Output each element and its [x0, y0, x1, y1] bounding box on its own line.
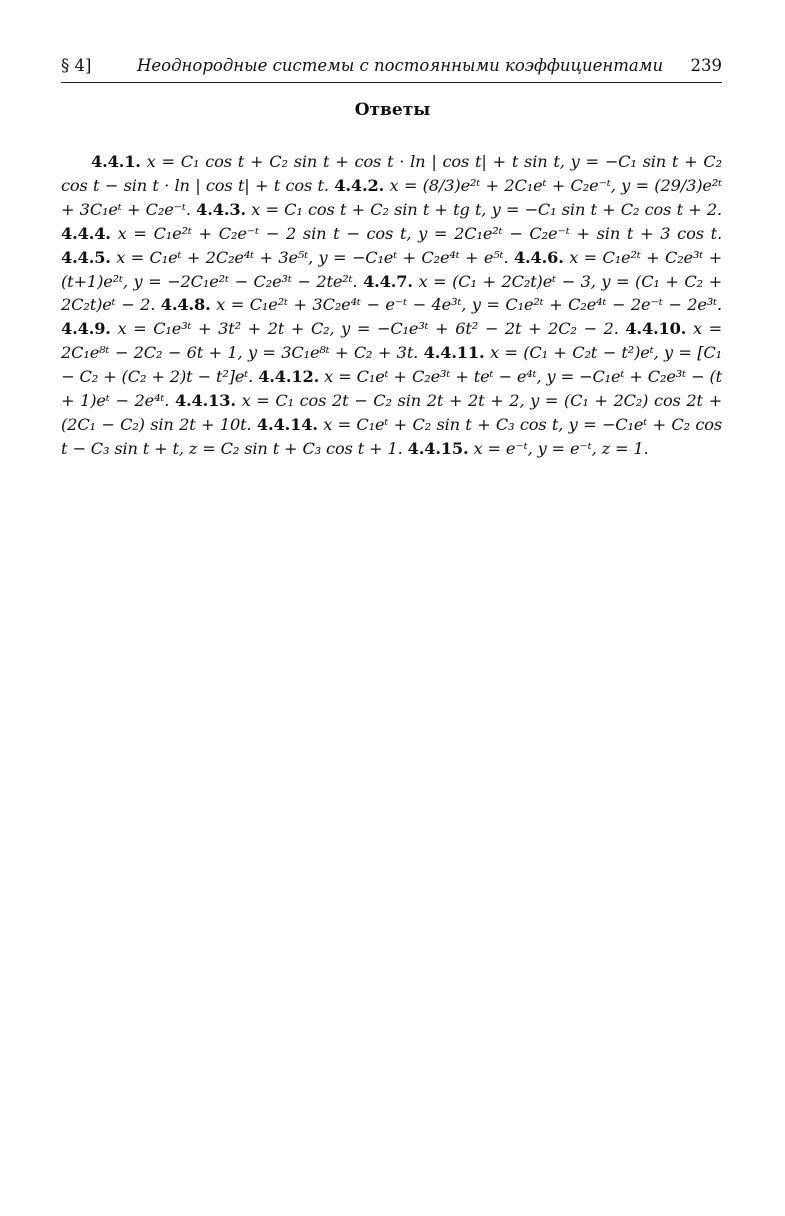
page-number: 239 — [690, 56, 722, 75]
answer-text: x = (C₁ + 2C₂t)eᵗ − 3, y = (C₁ + C₂ + 2C₂t)eᵗ − 2. — [61, 271, 723, 315]
answer-number: 4.4.9. — [61, 319, 111, 339]
answer-item — [161, 295, 722, 314]
answer-number: 4.4.5. — [61, 247, 111, 267]
answer-text: x = C₁eᵗ + C₂e³ᵗ + teᵗ − e⁴ᵗ, y = −C₁eᵗ + C₂e³ᵗ − (t + 1)eᵗ − 2e⁴ᵗ. — [61, 367, 723, 411]
answer-text: x = C₁e²ᵗ + 3C₂e⁴ᵗ − e⁻ᵗ − 4e³ᵗ, y = C₁e²ᵗ + C₂e⁴ᵗ − 2e⁻ᵗ − 2e³ᵗ. — [216, 295, 722, 315]
answer-text: x = C₁eᵗ + C₂ sin t + C₃ cos t, y = −C₁eᵗ + C₂ cos t − C₃ sin t + t, z = C₂ sin t + C₃ cos t + 1. — [61, 414, 723, 458]
answer-number: 4.4.8. — [160, 295, 211, 315]
answer-number: 4.4.4. — [61, 223, 111, 243]
answer-number: 4.4.12. — [258, 367, 320, 387]
answer-number: 4.4.15. — [407, 438, 469, 458]
answer-item — [61, 319, 625, 338]
answer-text: x = (8/3)e²ᵗ + 2C₁eᵗ + C₂e⁻ᵗ, y = (29/3)e²ᵗ + 3C₁eᵗ + C₂e⁻ᵗ. — [61, 175, 722, 219]
answer-number: 4.4.2. — [334, 175, 385, 195]
answer-number: 4.4.1. — [91, 152, 141, 171]
answer-text: x = C₁eᵗ + 2C₂e⁴ᵗ + 3e⁵ᵗ, y = −C₁eᵗ + C₂e⁴ᵗ + e⁵ᵗ. — [116, 247, 509, 267]
answer-number: 4.4.11. — [423, 343, 485, 363]
answer-number: 4.4.13. — [174, 391, 236, 411]
answers-block — [61, 150, 722, 461]
answer-item — [196, 200, 722, 219]
answer-item — [408, 439, 649, 458]
answer-number: 4.4.10. — [625, 319, 687, 339]
answer-number: 4.4.14. — [256, 414, 318, 434]
answers-heading: Ответы — [354, 100, 431, 120]
answer-text: x = C₁ cos t + C₂ sin t + cos t · ln | cos t| + t sin t, y = −C₁ sin t + C₂ cos t − sin t · ln | cos t| + t cos t. — [61, 152, 722, 195]
section-marker: § 4] — [61, 56, 92, 75]
answer-text: x = (C₁ + C₂t − t²)eᵗ, y = [C₁ − C₂ + (C₂ + 2)t − t²]eᵗ. — [61, 343, 722, 387]
running-header — [61, 56, 722, 83]
answer-text: x = C₁ cos t + C₂ sin t + tg t, y = −C₁ sin t + C₂ cos t + 2. — [251, 199, 723, 219]
answer-text: x = C₁ cos 2t − C₂ sin 2t + 2t + 2, y = (C₁ + 2C₂) cos 2t + (2C₁ − C₂) sin 2t + 10t. — [61, 391, 723, 434]
answer-text: x = C₁e³ᵗ + 3t² + 2t + C₂, y = −C₁e³ᵗ + 6t² − 2t + 2C₂ − 2. — [117, 319, 619, 339]
answer-number: 4.4.3. — [196, 199, 246, 219]
answer-item — [61, 224, 722, 243]
answer-text: x = C₁e²ᵗ + C₂e³ᵗ + (t+1)e²ᵗ, y = −2C₁e²ᵗ − C₂e³ᵗ − 2te²ᵗ. — [61, 247, 723, 291]
answer-number: 4.4.6. — [513, 247, 564, 267]
answer-number: 4.4.7. — [363, 271, 413, 291]
answer-item — [61, 248, 514, 267]
answer-text: x = C₁e²ᵗ + C₂e⁻ᵗ − 2 sin t − cos t, y = 2C₁e²ᵗ − C₂e⁻ᵗ + sin t + 3 cos t. — [117, 223, 722, 243]
answer-text: x = 2C₁e⁸ᵗ − 2C₂ − 6t + 1, y = 3C₁e⁸ᵗ + C₂ + 3t. — [61, 319, 723, 363]
answer-text: x = e⁻ᵗ, y = e⁻ᵗ, z = 1. — [473, 438, 649, 458]
chapter-title: Неоднородные системы с постоянными коэффициентами — [137, 56, 664, 75]
